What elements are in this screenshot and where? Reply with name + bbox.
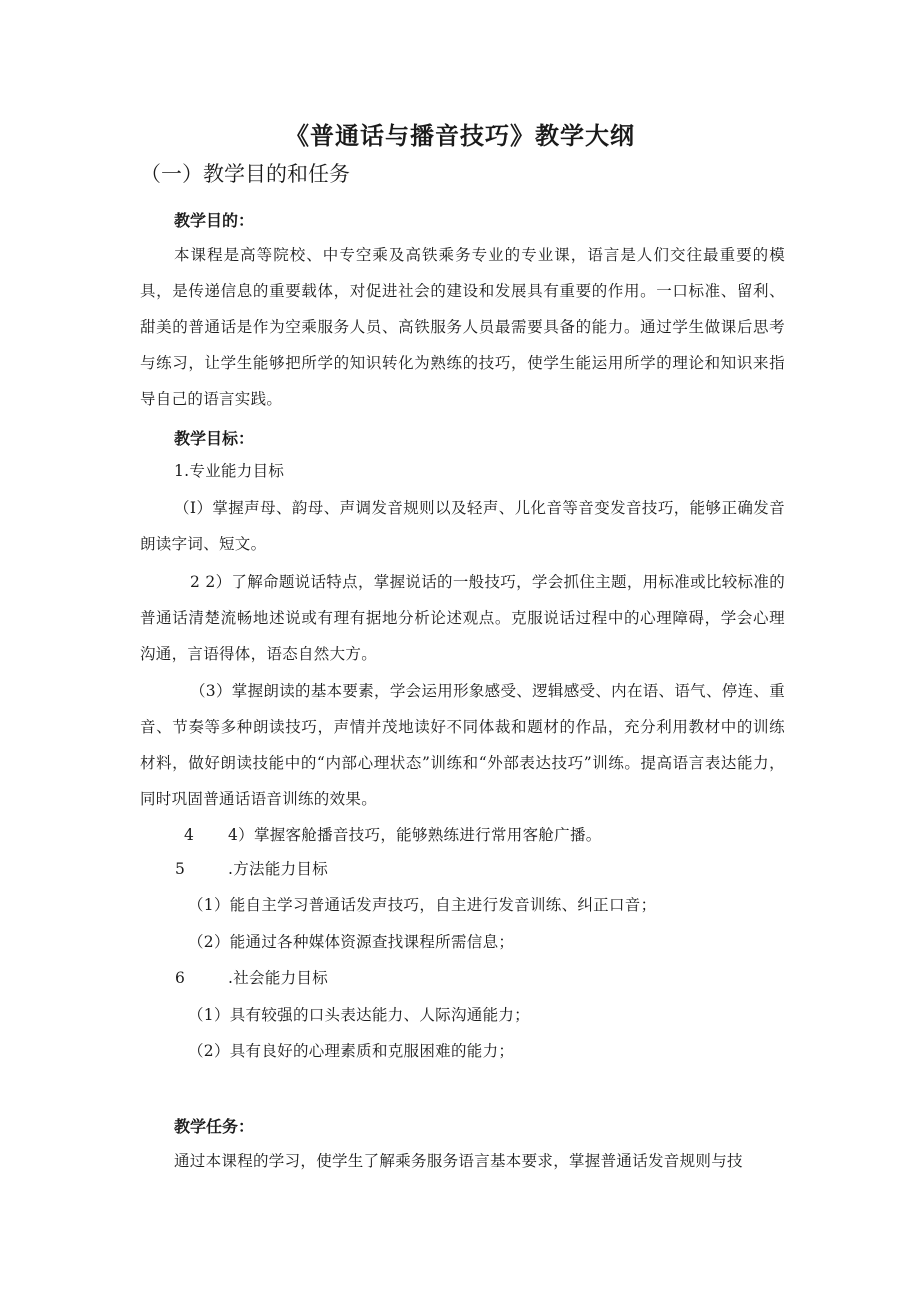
task-paragraph: 通过本课程的学习，使学生了解乘务服务语言基本要求，掌握普通话发音规则与技 <box>174 1152 743 1170</box>
task-heading: 教学任务： <box>174 1117 255 1136</box>
document-title: 《普通话与播音技巧》教学大纲 <box>285 122 635 150</box>
goal-2-item-1: （1）能自主学习普通话发声技巧，自主进行发音训练、纠正口音； <box>188 896 657 914</box>
section-heading: （一）教学目的和任务 <box>140 162 350 186</box>
goal-3-number: 6 <box>175 969 185 987</box>
goal-1-item-3: （3）掌握朗读的基本要素，学会运用形象感受、逻辑感受、内在语、语气、停连、重音、节奏等多种朗读技巧，声情并茂地读好不同体裁和题材的作品，充分利用教材中的训练材料，做好朗读技能中的“内部心理状态”训练和“外部表达技巧”训练。提高语言表达能力，同时巩固普通话语音训练的效果。 <box>140 682 785 808</box>
purpose-paragraph: 本课程是高等院校、中专空乘及高铁乘务专业的专业课，语言是人们交往最重要的模具，是传递信息的重要载体，对促进社会的建设和发展具有重要的作用。一口标准、留利、甜美的普通话是作为空乘服务人员、高铁服务人员最需要具备的能力。通过学生做课后思考与练习，让学生能够把所学的知识转化为熟练的技巧，使学生能运用所学的理论和知识来指导自己的语言实践。 <box>140 246 785 408</box>
goal-3-item-2: （2）具有良好的心理素质和克服困难的能力； <box>188 1042 515 1060</box>
goal-1-item-4-number: 4 <box>184 826 194 844</box>
goal-3-item-1: （1）具有较强的口头表达能力、人际沟通能力； <box>188 1006 530 1024</box>
goal-2-number: 5 <box>175 860 185 878</box>
goal-heading: 教学目标： <box>174 429 255 448</box>
goal-2-heading: .方法能力目标 <box>228 860 329 878</box>
goal-1-item-2: 2 2）了解命题说话特点，掌握说话的一般技巧，学会抓住主题，用标准或比较标准的普通话清楚流畅地述说或有理有据地分析论述观点。克服说话过程中的心理障碍，学会心理沟通，言语得体，语态自然大方。 <box>140 573 785 663</box>
goal-1-heading: 1.专业能力目标 <box>174 462 285 480</box>
purpose-heading: 教学目的： <box>174 211 255 230</box>
goal-3-heading: .社会能力目标 <box>228 969 329 987</box>
goal-1-item-1: （I）掌握声母、韵母、声调发音规则以及轻声、儿化音等音变发音技巧，能够正确发音朗读字词、短文。 <box>140 499 785 553</box>
goal-2-item-2: （2）能通过各种媒体资源查找课程所需信息； <box>188 933 515 951</box>
goal-1-item-4: 4）掌握客舱播音技巧，能够熟练进行常用客舱广播。 <box>228 826 602 844</box>
